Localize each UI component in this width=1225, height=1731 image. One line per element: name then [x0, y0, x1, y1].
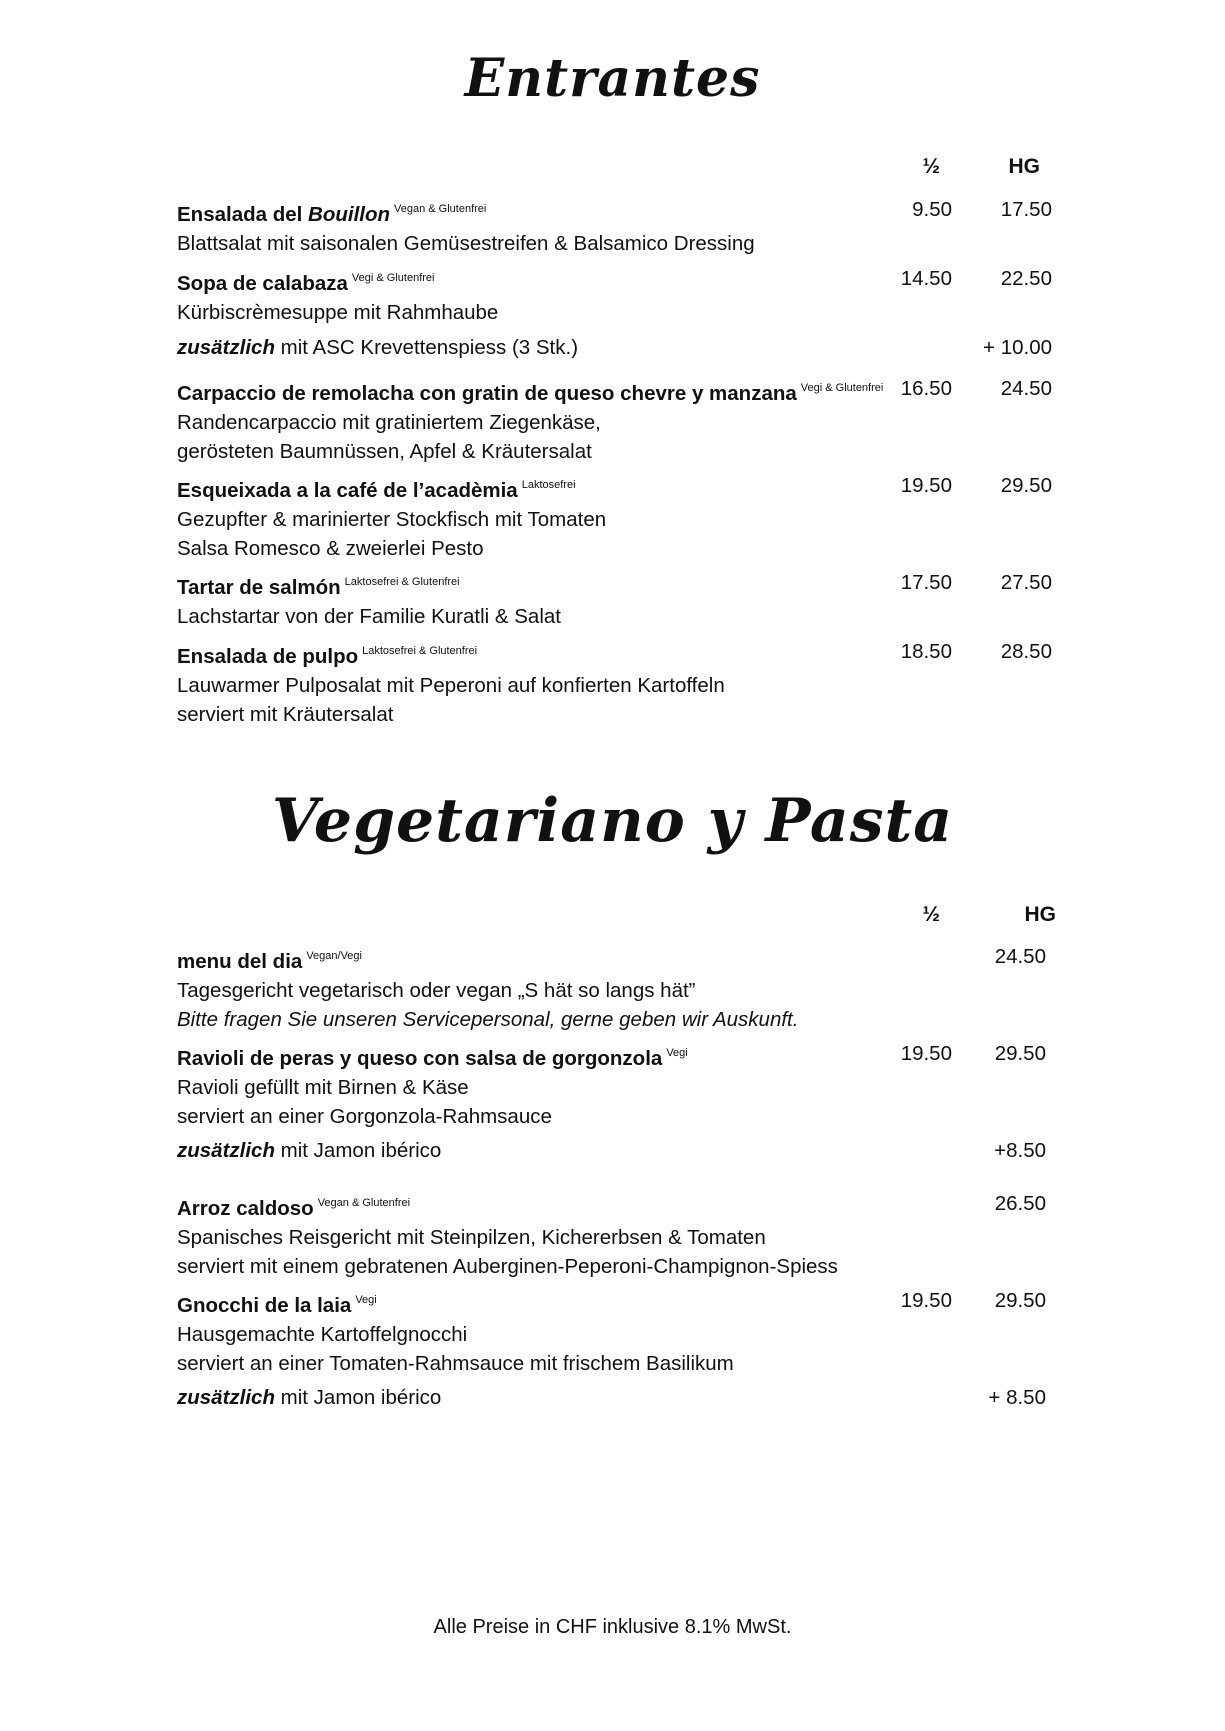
price-half: 14.50: [900, 267, 952, 290]
item-tag: Laktosefrei: [521, 479, 576, 491]
extra-label: zusätzlich: [177, 1386, 275, 1409]
item-description: gerösteten Baumnüssen, Apfel & Kräutersalat: [177, 440, 592, 463]
item-description: serviert mit einem gebratenen Auberginen-Peperoni-Champignon-Spiess: [177, 1255, 838, 1278]
price-half: 18.50: [900, 640, 952, 663]
column-hg: HG: [1008, 155, 1040, 178]
item-description: serviert an einer Gorgonzola-Rahmsauce: [177, 1105, 552, 1128]
item-name: Ensalada del Bouillon: [177, 203, 391, 226]
menu-extra: [177, 1136, 1077, 1165]
price-half: 9.50: [912, 198, 952, 221]
price-hg: 29.50: [994, 1042, 1046, 1065]
item-name: Gnocchi de la laia: [177, 1294, 352, 1317]
price-hg: +8.50: [994, 1139, 1046, 1162]
menu-extra: [177, 1383, 1077, 1412]
price-hg: 24.50: [1000, 377, 1052, 400]
section-title-vegetariano: Vegetariano y Pasta: [271, 786, 954, 856]
column-half: ½: [922, 903, 940, 926]
price-hg: 22.50: [1000, 267, 1052, 290]
item-tag: Vegi & Glutenfrei: [800, 382, 884, 394]
item-description: Randencarpaccio mit gratiniertem Ziegenkäse,: [177, 411, 601, 434]
item-tag: Vegi & Glutenfrei: [351, 272, 435, 284]
section-title-entrantes: Entrantes: [464, 48, 761, 109]
price-hg: 29.50: [994, 1289, 1046, 1312]
price-hg: 28.50: [1000, 640, 1052, 663]
item-tag: Vegan & Glutenfrei: [394, 203, 487, 215]
item-description: Tagesgericht vegetarisch oder vegan „S hät so langs hät”: [177, 979, 696, 1002]
price-hg: 27.50: [1000, 571, 1052, 594]
price-hg: 17.50: [1000, 198, 1052, 221]
extra-label: zusätzlich: [177, 1139, 275, 1162]
item-name: menu del dia: [177, 950, 303, 973]
extra-text: mit Jamon ibérico: [274, 1139, 442, 1162]
item-name: Tartar de salmón: [177, 576, 341, 599]
item-name: Esqueixada a la café de l’acadèmia: [177, 479, 518, 502]
price-half: 17.50: [900, 571, 952, 594]
extra-text: mit ASC Krevettenspiess (3 Stk.): [274, 336, 579, 359]
item-tag: Vegan/Vegi: [306, 950, 362, 962]
item-tag: Laktosefrei & Glutenfrei: [362, 645, 478, 657]
item-name: Carpaccio de remolacha con gratin de queso chevre y manzana: [177, 382, 797, 405]
item-description: serviert an einer Tomaten-Rahmsauce mit frischem Basilikum: [177, 1352, 734, 1375]
item-name: Sopa de calabaza: [177, 272, 348, 295]
column-half: ½: [922, 155, 940, 178]
column-hg: HG: [1024, 903, 1056, 926]
price-hg: 29.50: [1000, 474, 1052, 497]
item-description: Salsa Romesco & zweierlei Pesto: [177, 537, 484, 560]
footer-note: Alle Preise in CHF inklusive 8.1% MwSt.: [433, 1616, 792, 1638]
price-hg: + 10.00: [983, 336, 1052, 359]
item-tag: Vegan & Glutenfrei: [317, 1197, 411, 1209]
item-description: Lachstartar von der Familie Kuratli & Salat: [177, 605, 561, 628]
menu-item: [177, 942, 1077, 1034]
item-tag: Vegi: [355, 1294, 377, 1306]
extra-label: zusätzlich: [177, 336, 275, 359]
item-name: Ravioli de peras y queso con salsa de gorgonzola: [177, 1047, 663, 1070]
item-tag: Laktosefrei & Glutenfrei: [344, 576, 460, 588]
item-tag: Vegi: [666, 1047, 688, 1059]
item-description: serviert mit Kräutersalat: [177, 703, 394, 726]
menu-extra: [177, 333, 1077, 362]
price-half: 19.50: [900, 1289, 952, 1312]
price-hg: 24.50: [994, 945, 1046, 968]
price-half: 19.50: [900, 474, 952, 497]
price-hg: 26.50: [994, 1192, 1046, 1215]
item-description: Bitte fragen Sie unseren Servicepersonal, gerne geben wir Auskunft.: [177, 1008, 799, 1031]
price-hg: + 8.50: [988, 1386, 1046, 1409]
menu-item: [177, 1189, 1077, 1281]
item-name: Ensalada de pulpo: [177, 645, 359, 668]
item-description: Blattsalat mit saisonalen Gemüsestreifen & Balsamico Dressing: [177, 232, 755, 255]
item-description: Lauwarmer Pulposalat mit Peperoni auf konfierten Kartoffeln: [177, 674, 725, 697]
item-description: Gezupfter & marinierter Stockfisch mit Tomaten: [177, 508, 607, 531]
item-name: Arroz caldoso: [177, 1197, 314, 1220]
item-description: Kürbiscrèmesuppe mit Rahmhaube: [177, 301, 499, 324]
price-half: 16.50: [900, 377, 952, 400]
item-description: Hausgemachte Kartoffelgnocchi: [177, 1323, 468, 1346]
extra-text: mit Jamon ibérico: [274, 1386, 442, 1409]
item-description: Spanisches Reisgericht mit Steinpilzen, Kichererbsen & Tomaten: [177, 1226, 766, 1249]
price-half: 19.50: [900, 1042, 952, 1065]
item-description: Ravioli gefüllt mit Birnen & Käse: [177, 1076, 469, 1099]
